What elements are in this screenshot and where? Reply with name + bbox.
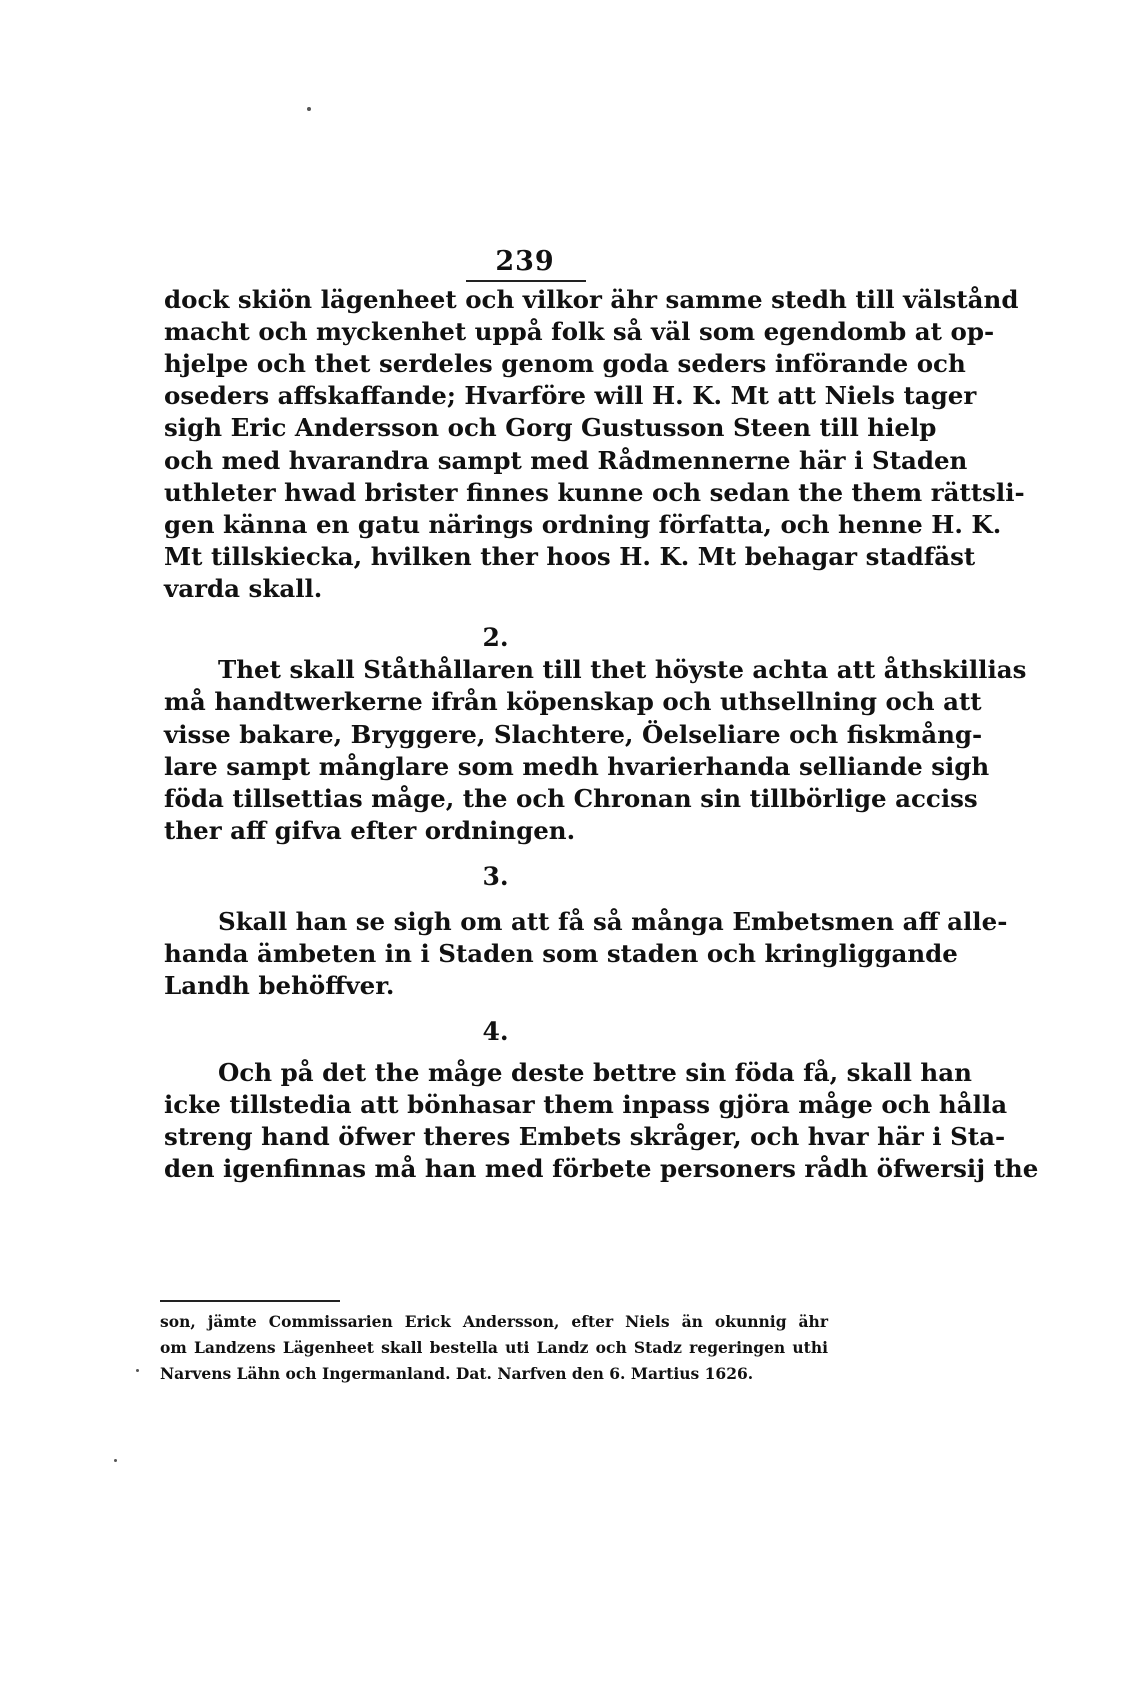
footnote-line: Narvens Lähn och Ingermanland. Dat. Narfven den 6. Martius 1626. — [160, 1364, 754, 1383]
scan-speck — [114, 1459, 117, 1462]
scan-speck — [307, 107, 311, 111]
section-line: Skall han se sigh om att få så många Embetsmen aff alle- — [218, 907, 1008, 936]
section-line: Landh behöffver. — [164, 971, 395, 1000]
section-line: streng hand öfwer theres Embets skråger, och hvar här i Sta- — [164, 1122, 1006, 1151]
body-line: varda skall. — [164, 574, 323, 603]
body-line: sigh Eric Andersson och Gorg Gustusson Steen till hielp — [164, 413, 937, 442]
section-line: Thet skall Ståthållaren till thet höyste achta att åthskillias — [218, 655, 1027, 684]
body-line: Mt tillskiecka, hvilken ther hoos H. K. Mt behagar stadfäst — [164, 542, 976, 571]
body-line: och med hvarandra sampt med Rådmennerne här i Staden — [164, 446, 968, 475]
section-line: ther aff gifva efter ordningen. — [164, 816, 576, 845]
body-line: macht och myckenhet uppå folk så väl som egendomb at op- — [164, 317, 995, 346]
scan-speck — [136, 1369, 139, 1372]
footnote-line: son, jämte Commissarien Erick Andersson, efter Niels än okunnig ähr — [160, 1312, 828, 1331]
section-line: lare sampt månglare som medh hvarierhanda selliande sigh — [164, 752, 990, 781]
section-line: må handtwerkerne ifrån köpenskap och uthsellning och att — [164, 687, 982, 716]
section-line: föda tillsettias måge, the och Chronan sin tillbörlige acciss — [164, 784, 978, 813]
body-line: gen känna en gatu närings ordning författa, och henne H. K. — [164, 510, 1002, 539]
section-line: Och på det the måge deste bettre sin föda få, skall han — [218, 1058, 972, 1087]
page-number: 239 — [495, 246, 555, 277]
section-line: den igenfinnas må han med förbete personers rådh öfwersij the — [164, 1154, 1039, 1183]
body-line: hjelpe och thet serdeles genom goda seders införande och — [164, 349, 966, 378]
section-number: 2. — [482, 623, 509, 652]
body-line: dock skiön lägenheet och vilkor ähr samme stedh till välstånd — [164, 285, 1019, 314]
section-line: visse bakare, Bryggere, Slachtere, Öelseliare och fiskmång- — [164, 720, 983, 749]
section-number: 4. — [482, 1017, 509, 1046]
footnote-rule — [160, 1300, 340, 1302]
section-number: 3. — [482, 862, 509, 891]
body-line: oseders affskaffande; Hvarföre will H. K. Mt att Niels tager — [164, 381, 977, 410]
section-line: icke tillstedia att bönhasar them inpass gjöra måge och hålla — [164, 1090, 1008, 1119]
section-line: handa ämbeten in i Staden som staden och kringliggande — [164, 939, 958, 968]
footnote-line: om Landzens Lägenheet skall bestella uti Landz och Stadz regeringen uthi — [160, 1338, 828, 1357]
body-line: uthleter hwad brister finnes kunne och sedan the them rättsli- — [164, 478, 1025, 507]
